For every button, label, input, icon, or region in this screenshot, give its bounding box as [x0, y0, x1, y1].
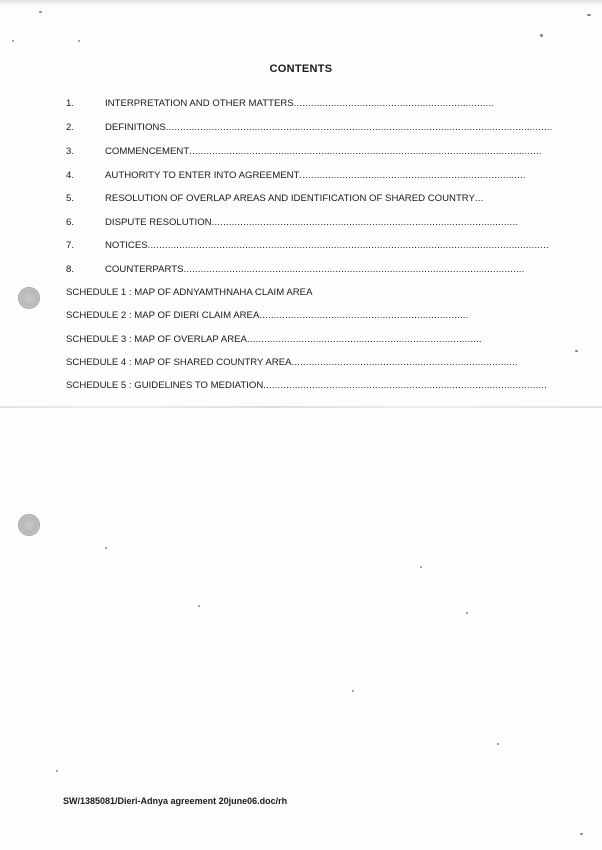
toc-entry: [0, 193, 512, 205]
scan-speck: [198, 605, 200, 607]
toc-text: DEFINITIONS.......................................................................................................................................: [105, 122, 553, 133]
toc-number: 2.: [66, 122, 75, 133]
toc-entry: [0, 98, 530, 110]
toc-number: 6.: [66, 217, 75, 228]
toc-number: 1.: [66, 98, 75, 109]
scan-speck: [540, 34, 543, 37]
scan-speck: [39, 11, 42, 13]
toc-entry: [0, 240, 549, 252]
scan-speck: [575, 350, 578, 352]
toc-entry: [0, 146, 542, 158]
scan-speck: [352, 690, 354, 692]
document-footer: SW/1385081/Dieri-Adnya agreement 20june06.doc/rh: [63, 796, 288, 806]
toc-text: DISPUTE RESOLUTION...........................................................................................................: [105, 217, 519, 228]
scan-top-edge: [0, 0, 602, 6]
toc-entry: [0, 217, 519, 229]
schedule-entry: SCHEDULE 5 : GUIDELINES TO MEDIATION...................................................................................................: [66, 380, 547, 391]
toc-number: 5.: [66, 193, 75, 204]
scan-speck: [12, 40, 14, 42]
toc-text: NOTICES............................................................................................................................................: [105, 240, 549, 251]
toc-number: 7.: [66, 240, 75, 251]
scan-speck: [587, 14, 591, 16]
punch-hole-icon: [18, 514, 40, 536]
toc-number: 3.: [66, 146, 75, 157]
schedule-entry: SCHEDULE 3 : MAP OF OVERLAP AREA..................................................................................: [66, 334, 482, 345]
toc-entry: [0, 264, 525, 276]
toc-text: RESOLUTION OF OVERLAP AREAS AND IDENTIFICATION OF SHARED COUNTRY...: [105, 193, 484, 204]
toc-text: INTERPRETATION AND OTHER MATTERS......................................................................: [105, 98, 495, 109]
toc-text: COUNTERPARTS.......................................................................................................................: [105, 264, 525, 275]
scan-speck: [497, 743, 499, 745]
toc-number: 8.: [66, 264, 75, 275]
toc-number: 4.: [66, 170, 75, 181]
punch-hole-icon: [18, 287, 40, 309]
contents-title: CONTENTS: [269, 63, 333, 75]
scan-speck: [466, 612, 468, 614]
scan-speck: [420, 566, 422, 568]
toc-text: AUTHORITY TO ENTER INTO AGREEMENT...............................................................................: [105, 170, 526, 181]
scan-speck: [78, 40, 80, 42]
toc-entry: [0, 170, 526, 182]
schedule-entry: SCHEDULE 2 : MAP OF DIERI CLAIM AREA.........................................................................: [66, 310, 469, 321]
scan-speck: [580, 833, 583, 835]
scan-artifact-band: [0, 406, 602, 408]
schedule-entry: SCHEDULE 4 : MAP OF SHARED COUNTRY AREA...............................................................................: [66, 357, 518, 368]
scan-speck: [105, 547, 107, 549]
toc-entry: [0, 122, 553, 134]
scan-speck: [56, 770, 58, 772]
schedule-entry: SCHEDULE 1 : MAP OF ADNYAMTHNAHA CLAIM AREA: [66, 287, 313, 298]
toc-text: COMMENCEMENT...........................................................................................................................: [105, 146, 542, 157]
